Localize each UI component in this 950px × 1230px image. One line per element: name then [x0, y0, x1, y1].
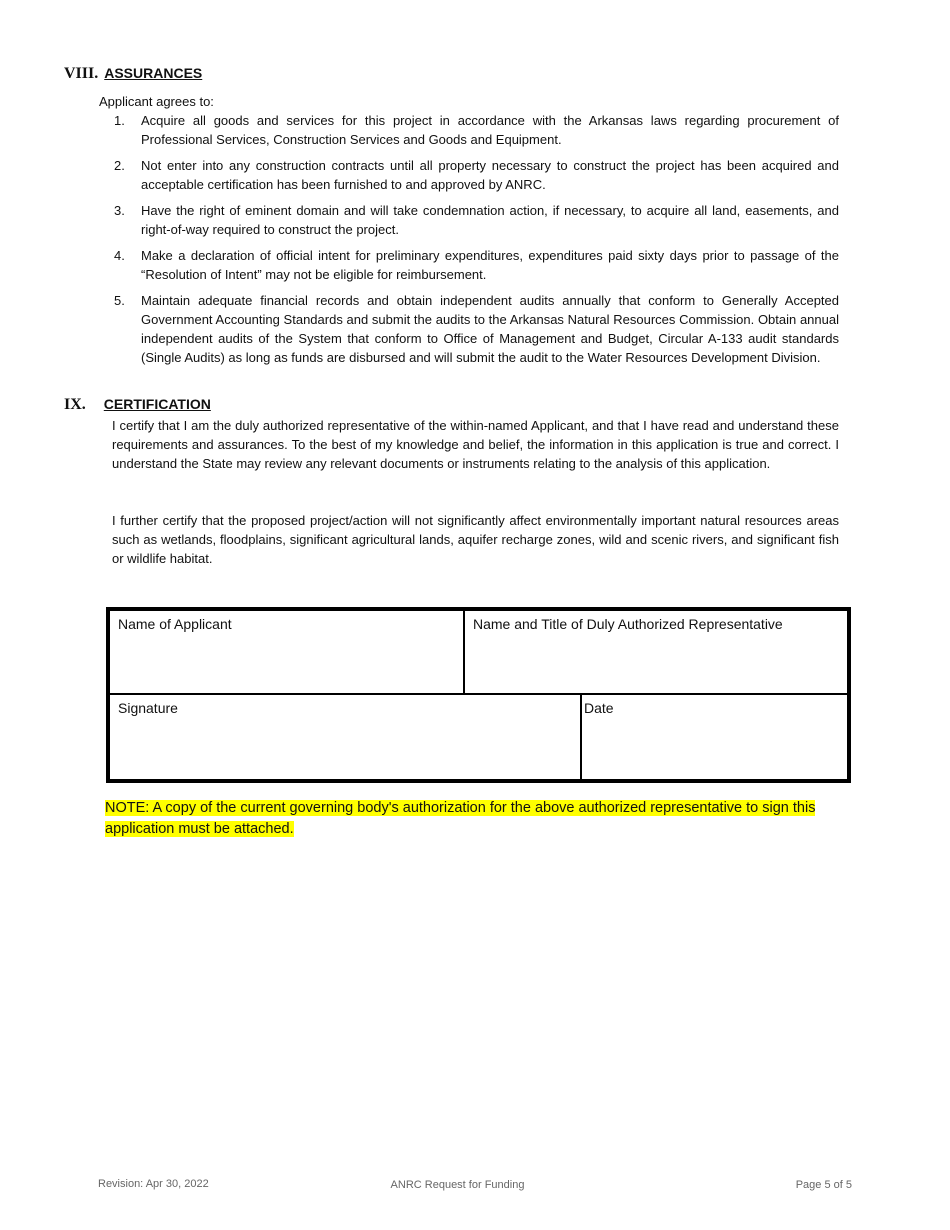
signature-table — [106, 607, 851, 783]
item-number: 3. — [114, 203, 125, 218]
representative-name-title-field[interactable] — [465, 611, 847, 695]
assurances-intro: Applicant agrees to: — [99, 94, 214, 109]
footer-revision: Revision: Apr 30, 2022 — [98, 1178, 209, 1190]
list-item — [100, 156, 839, 194]
item-number: 5. — [114, 293, 125, 308]
field-label: Signature — [118, 700, 178, 716]
list-item — [100, 291, 839, 367]
name-of-applicant-field[interactable] — [110, 611, 465, 695]
item-text: Have the right of eminent domain and will take condemnation action, if necessary, to acquire all land, easements, and right-of-way required to construct the project. — [141, 203, 839, 237]
field-label: Name and Title of Duly Authorized Representative — [473, 616, 783, 632]
section-number: IX. — [64, 396, 86, 413]
attachment-note — [105, 798, 842, 840]
date-field[interactable] — [582, 695, 847, 779]
section-viii-heading — [64, 65, 202, 83]
footer-page-number: Page 5 of 5 — [795, 1179, 852, 1191]
footer-title: ANRC Request for Funding — [390, 1179, 525, 1191]
item-text: Maintain adequate financial records and obtain independent audits annually that conform to Generally Accepted Government Accounting Standards and submit the audits to the Arkansas Natural Resources Commission. Obtain annual independent audits of the System that conform to Office of Management and Budget, Circular A-133 audit standards (Single Audits) as long as funds are disbursed and will submit the audit to the Water Resources Development Division. — [141, 293, 839, 365]
note-text: NOTE: A copy of the current governing body's authorization for the above authorized representative to sign this application must be attached. — [105, 800, 816, 837]
item-number: 4. — [114, 248, 125, 263]
certification-paragraph-2: I further certify that the proposed project/action will not significantly affect environmentally important natural resources areas such as wetlands, floodplains, significant agricultural lands, aquifer recharge zones, wild and scenic rivers, and significant fish or wildlife habitat. — [112, 513, 839, 566]
item-text: Make a declaration of official intent for preliminary expenditures, expenditures paid sixty days prior to passage of the “Resolution of Intent” may not be eligible for reimbursement. — [141, 248, 839, 282]
list-item — [100, 246, 839, 284]
section-title: ASSURANCES — [104, 65, 203, 81]
section-ix-heading — [64, 396, 211, 414]
item-number: 1. — [114, 113, 125, 128]
item-text: Acquire all goods and services for this project in accordance with the Arkansas laws regarding procurement of Professional Services, Construction Services and Goods and Equipment. — [141, 113, 839, 147]
section-title: CERTIFICATION — [103, 396, 211, 412]
item-text: Not enter into any construction contracts until all property necessary to construct the project has been acquired and acceptable certification has been furnished to and approved by ANRC. — [141, 158, 839, 192]
assurances-list — [100, 111, 839, 374]
section-number: VIII. — [64, 65, 99, 82]
list-item — [100, 111, 839, 149]
certification-paragraph-1: I certify that I am the duly authorized representative of the within-named Applicant, and that I have read and understand these requirements and assurances. To the best of my knowledge and belief, the information in this application is true and correct. I understand the State may review any relevant documents or instruments relating to the analysis of this application. — [112, 418, 839, 471]
field-label: Name of Applicant — [118, 616, 232, 632]
field-label: Date — [584, 700, 614, 716]
signature-field[interactable] — [110, 695, 582, 779]
list-item — [100, 201, 839, 239]
item-number: 2. — [114, 158, 125, 173]
